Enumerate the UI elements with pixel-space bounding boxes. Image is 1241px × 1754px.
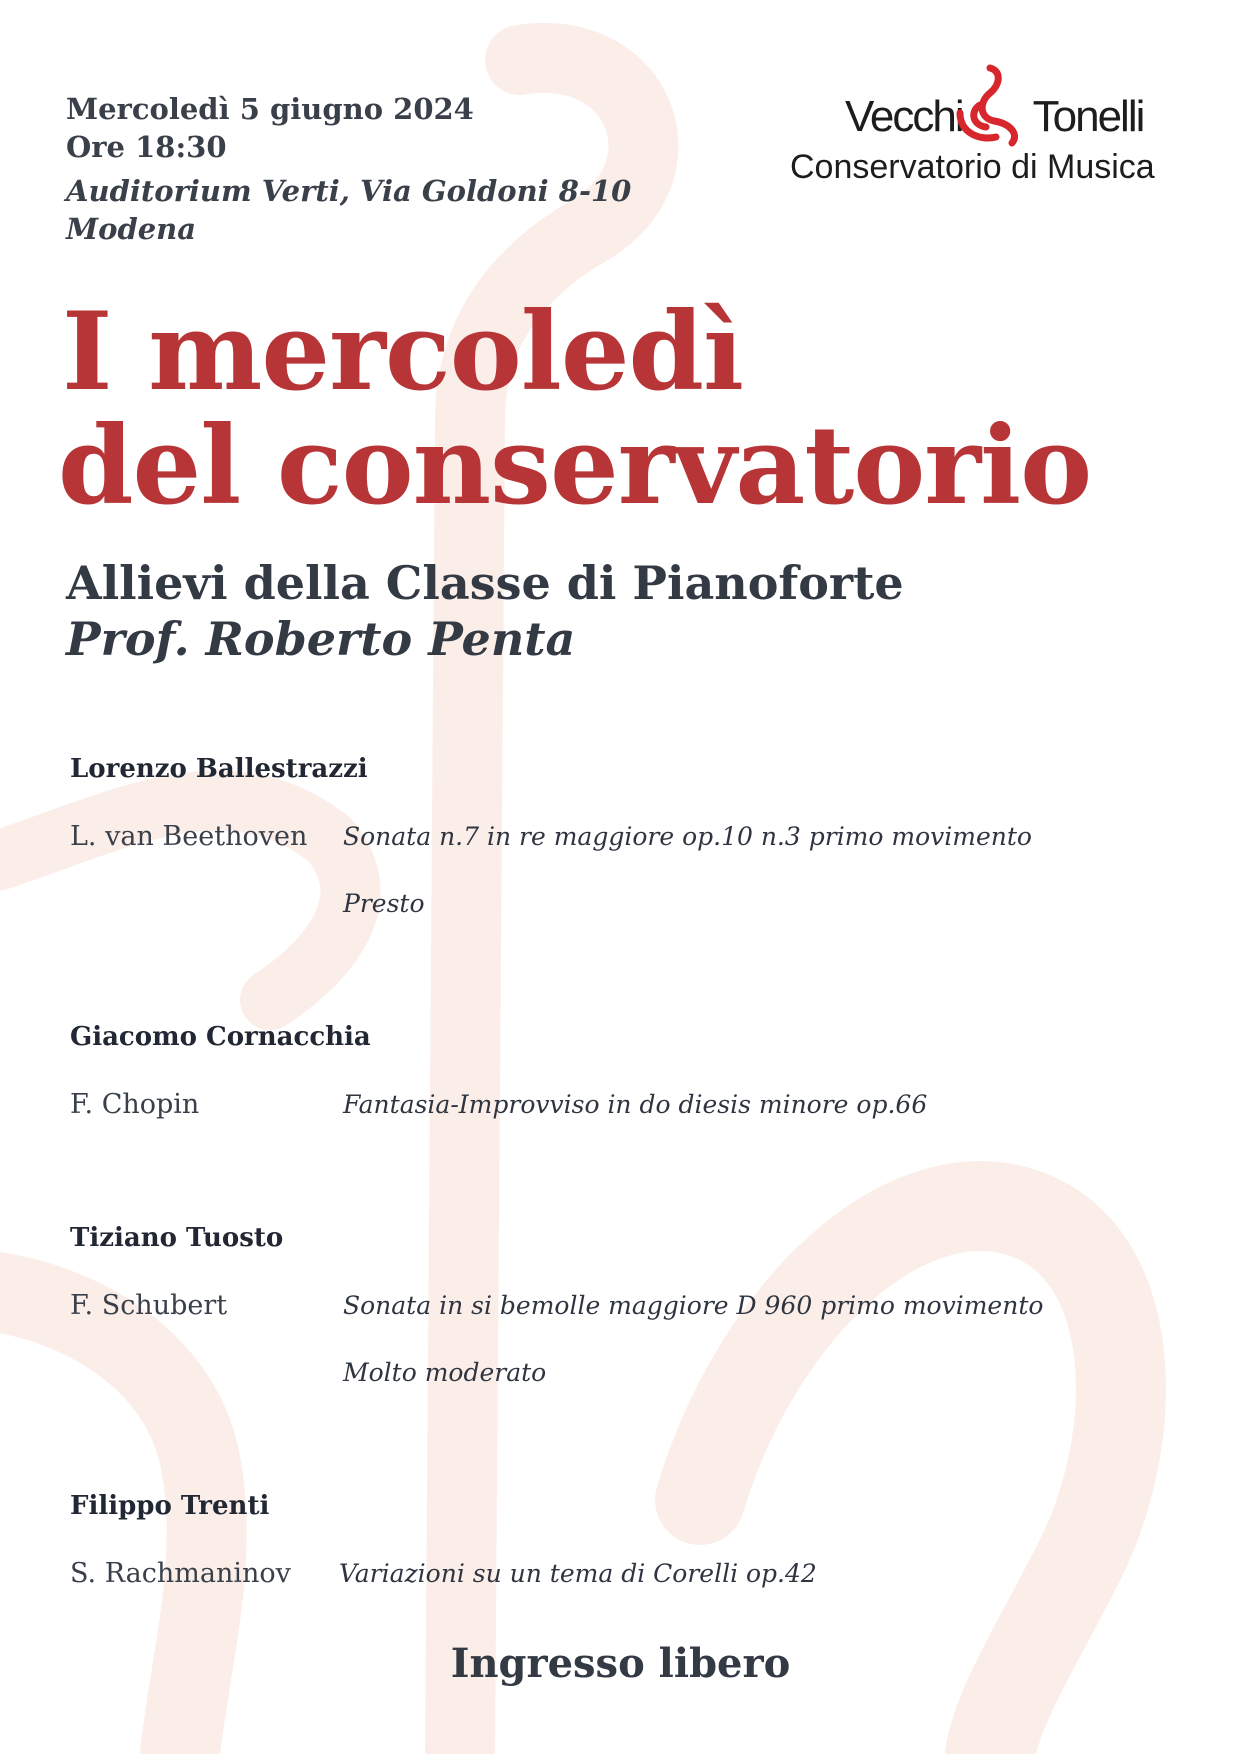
composer-name: S. Rachmaninov bbox=[70, 1558, 291, 1589]
event-venue: Auditorium Verti, Via Goldoni 8-10 bbox=[66, 174, 632, 208]
conservatory-logo bbox=[785, 58, 1185, 198]
professor-name: Prof. Roberto Penta bbox=[66, 612, 576, 666]
piece-title: Sonata in si bemolle maggiore D 960 primo movimento bbox=[343, 1291, 1044, 1320]
entry-note: Ingresso libero bbox=[450, 1640, 791, 1687]
event-date: Mercoledì 5 giugno 2024 bbox=[66, 92, 474, 126]
piece-movement: Molto moderato bbox=[343, 1358, 547, 1387]
performer-name: Lorenzo Ballestrazzi bbox=[70, 754, 368, 784]
composer-name: F. Schubert bbox=[70, 1290, 228, 1321]
performer-name: Tiziano Tuosto bbox=[70, 1223, 284, 1253]
piece-movement: Presto bbox=[343, 889, 425, 918]
logo-subtitle: Conservatorio di Musica bbox=[790, 148, 1155, 186]
piece-title: Sonata n.7 in re maggiore op.10 n.3 primo movimento bbox=[343, 822, 1032, 851]
title-line-2: del conservatorio bbox=[58, 403, 1092, 529]
title-line-1: I mercoledì bbox=[62, 289, 744, 415]
piece-title: Fantasia-Improvviso in do diesis minore op.66 bbox=[343, 1090, 928, 1119]
piece-title: Variazioni su un tema di Corelli op.42 bbox=[339, 1559, 817, 1588]
logo-name-right: Tonelli bbox=[1032, 92, 1144, 141]
violin-scroll-icon bbox=[950, 63, 1030, 148]
composer-name: F. Chopin bbox=[70, 1089, 200, 1120]
event-time: Ore 18:30 bbox=[66, 130, 227, 164]
event-city: Modena bbox=[66, 212, 197, 246]
composer-name: L. van Beethoven bbox=[70, 821, 308, 852]
performer-name: Giacomo Cornacchia bbox=[70, 1022, 371, 1052]
performer-name: Filippo Trenti bbox=[70, 1491, 270, 1521]
class-subtitle: Allievi della Classe di Pianoforte bbox=[66, 556, 904, 610]
logo-name-left: Vecchi bbox=[845, 92, 963, 141]
